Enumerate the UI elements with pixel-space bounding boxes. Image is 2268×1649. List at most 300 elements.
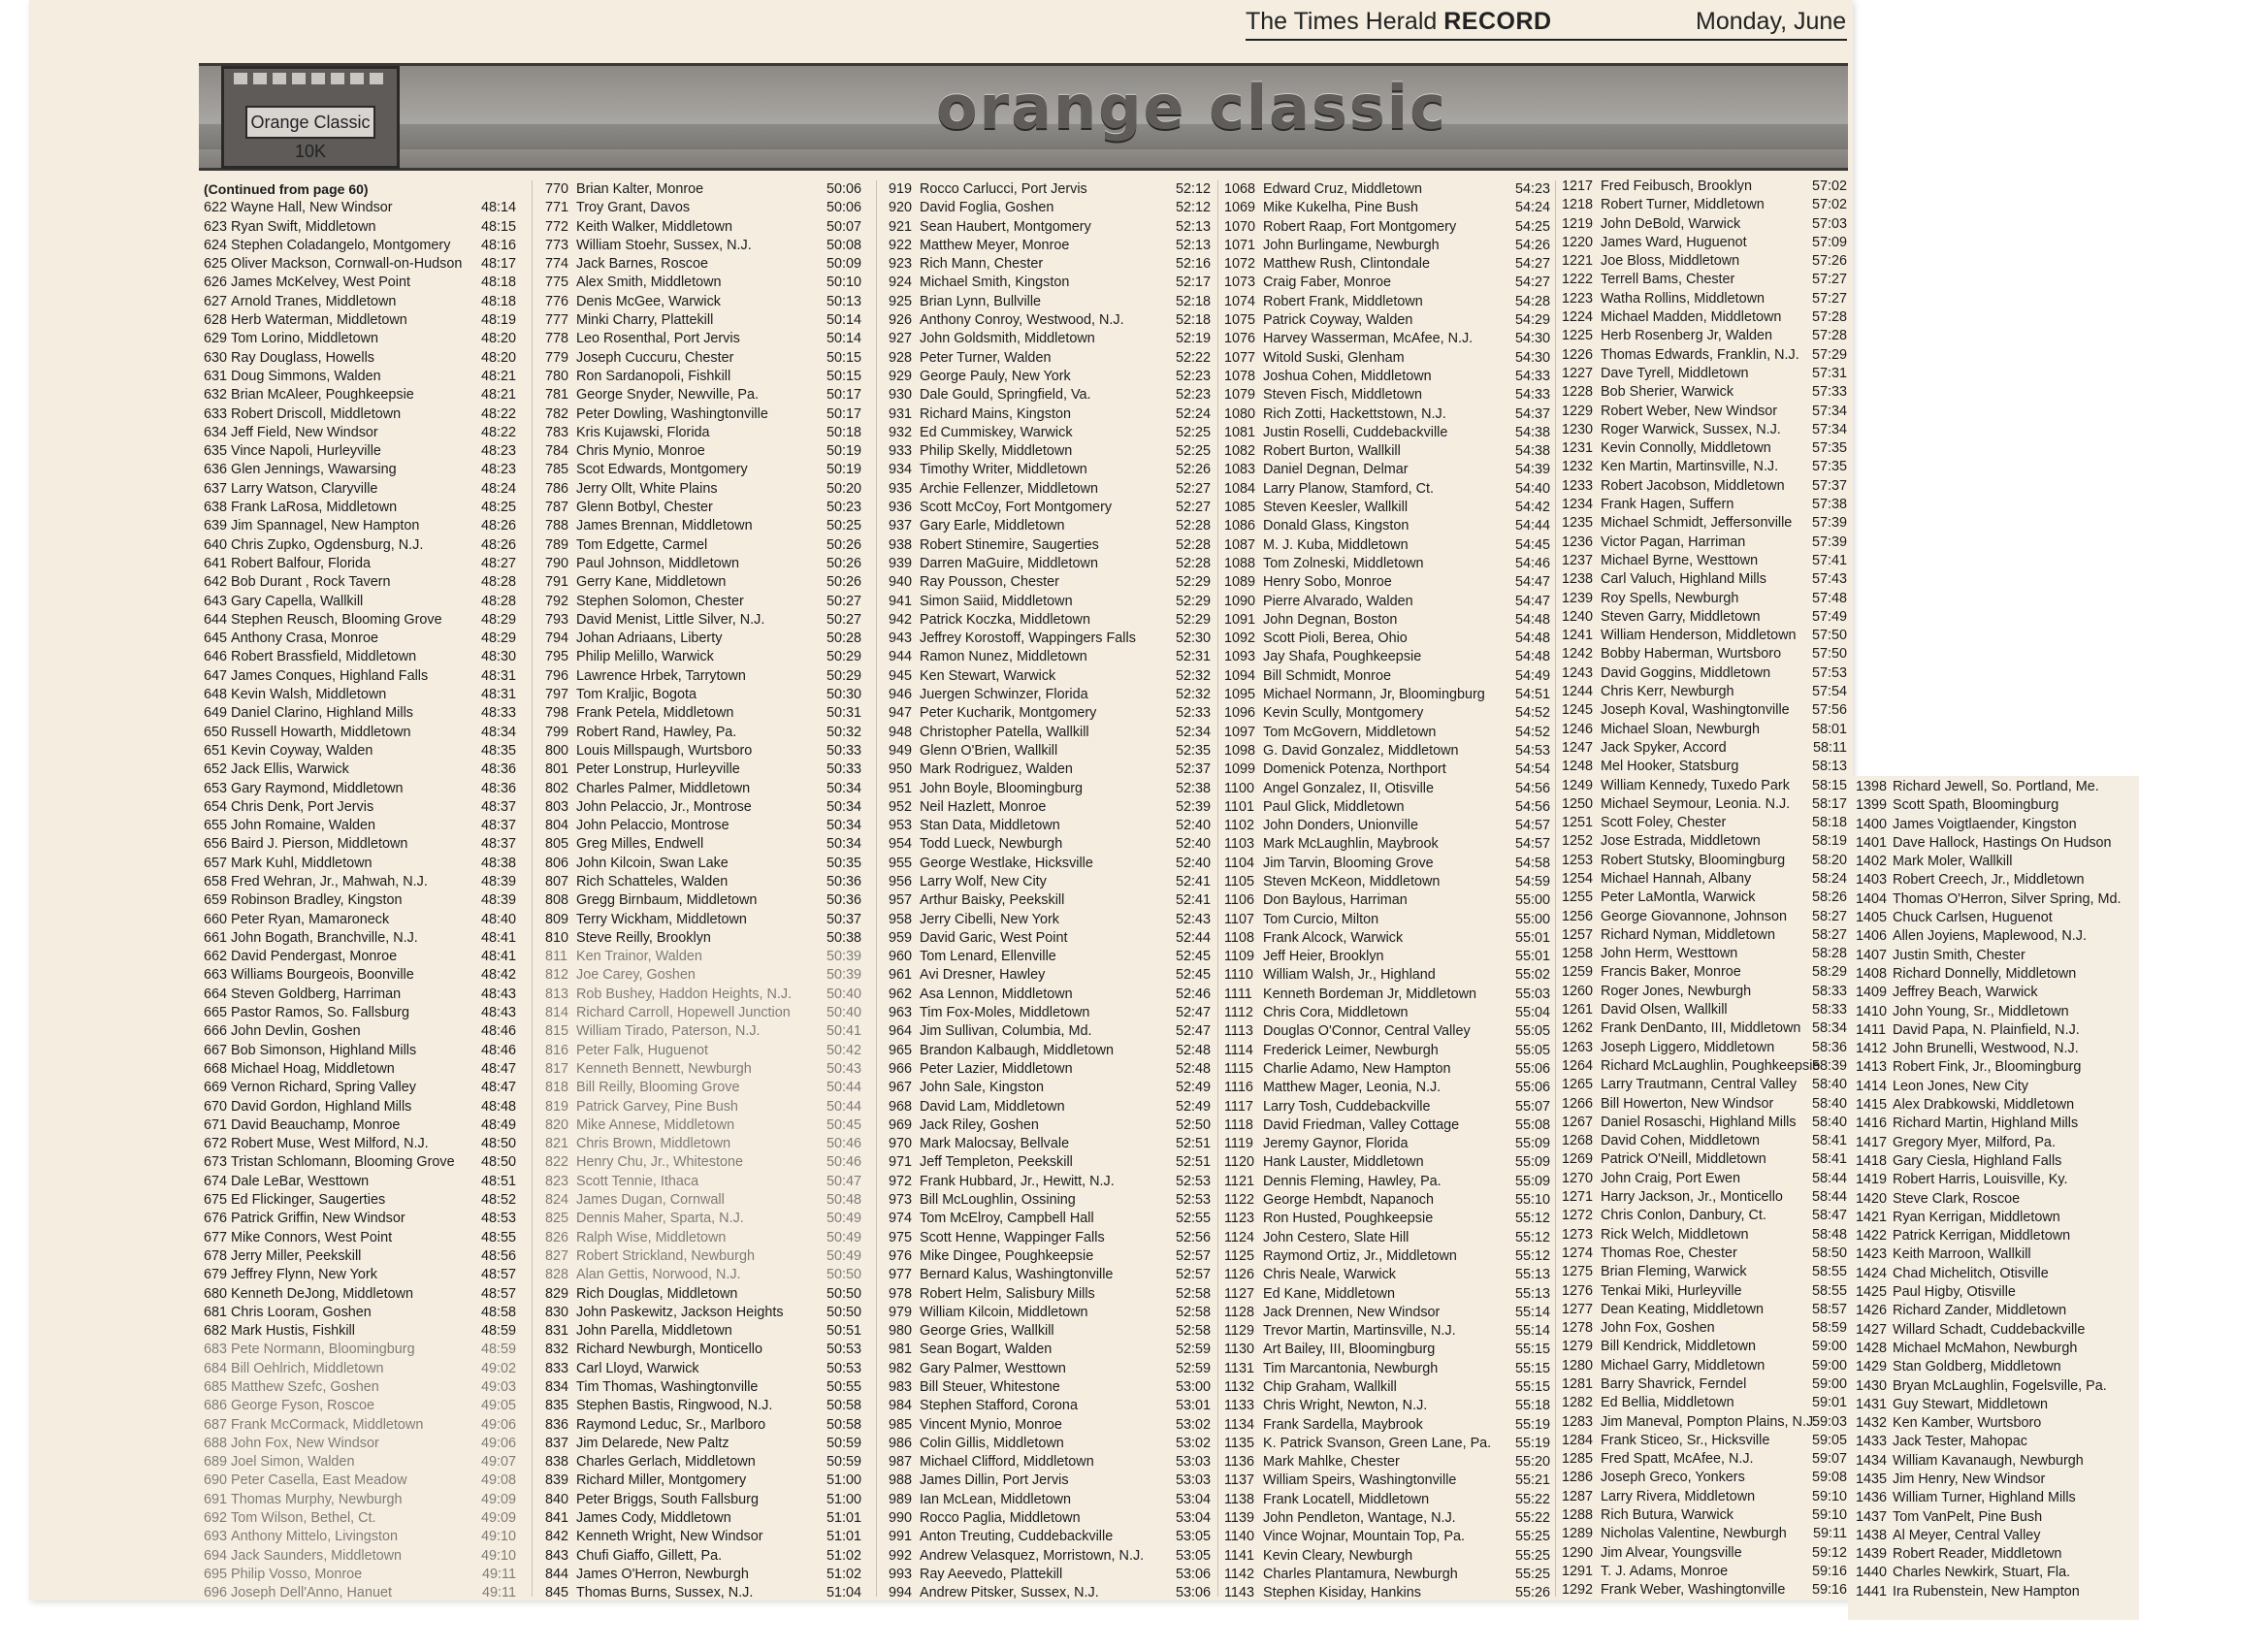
runner-name: Robert Fink, Jr., Bloomingburg	[1893, 1059, 2082, 1076]
table-row	[545, 1042, 861, 1060]
runner-name: Kevin Walsh, Middletown	[231, 687, 387, 703]
runner-name: Mark Moler, Wallkill	[1893, 854, 2013, 870]
table-row	[545, 555, 861, 573]
finish-place: 1102	[1224, 818, 1254, 834]
runner-name: John Donders, Unionville	[1263, 818, 1418, 834]
table-row	[1224, 1471, 1550, 1490]
finish-place: 693	[204, 1529, 228, 1545]
runner-name: James Voigtlaender, Kingston	[1893, 816, 2077, 832]
runner-name: Scott Henne, Wappinger Falls	[920, 1229, 1105, 1245]
table-row	[1562, 178, 1847, 196]
finish-time: 50:07	[826, 218, 861, 235]
runner-name: David Gordon, Highland Mills	[231, 1098, 412, 1115]
finish-time: 53:06	[1175, 1585, 1211, 1601]
runner-name: Steven McKeon, Middletown	[1263, 873, 1441, 889]
table-row	[889, 311, 1211, 330]
table-row	[889, 1135, 1211, 1153]
table-row	[1562, 1563, 1847, 1581]
table-row	[1562, 477, 1847, 496]
finish-time: 50:41	[826, 1023, 861, 1040]
finish-place: 781	[545, 387, 569, 404]
finish-place: 1076	[1224, 331, 1256, 347]
finish-time: 52:23	[1175, 387, 1211, 404]
table-row	[204, 237, 516, 255]
masthead	[1246, 4, 1847, 41]
finish-time: 48:30	[480, 649, 516, 665]
table-row	[1224, 593, 1550, 611]
runner-name: Harry Jackson, Jr., Monticello	[1601, 1189, 1783, 1206]
finish-time: 52:48	[1175, 1060, 1211, 1077]
finish-place: 1274	[1562, 1245, 1594, 1261]
finish-place: 1237	[1562, 552, 1594, 568]
runner-name: John Sale, Kingston	[920, 1080, 1045, 1096]
table-row	[204, 368, 516, 386]
table-row	[204, 405, 516, 424]
finish-place: 623	[204, 218, 228, 235]
finish-place: 1398	[1856, 779, 1888, 794]
finish-place: 1242	[1562, 646, 1594, 663]
runner-name: Troy Grant, Davos	[576, 200, 691, 216]
table-row	[204, 1509, 516, 1528]
finish-time: 55:10	[1514, 1192, 1550, 1209]
table-row	[1562, 1488, 1847, 1506]
finish-place: 795	[545, 649, 569, 665]
table-row	[889, 386, 1211, 404]
finish-place: 1258	[1562, 946, 1594, 962]
finish-time: 58:40	[1811, 1077, 1847, 1093]
runner-name: Dave Hallock, Hastings On Hudson	[1893, 834, 2112, 851]
finish-place: 927	[889, 331, 913, 347]
finish-place: 1111	[1224, 986, 1252, 1002]
table-row	[1856, 984, 2142, 1002]
runner-name: Henry Chu, Jr., Whitestone	[576, 1154, 743, 1171]
finish-time: 57:27	[1811, 272, 1847, 288]
table-row	[1562, 1226, 1847, 1245]
table-row	[204, 330, 516, 348]
runner-name: Mark Kuhl, Middletown	[231, 855, 373, 871]
finish-time: 55:02	[1514, 967, 1550, 984]
table-row	[545, 330, 861, 348]
finish-time: 52:25	[1175, 424, 1211, 440]
runner-name: Harvey Wasserman, McAfee, N.J.	[1263, 331, 1474, 347]
table-row	[204, 480, 516, 499]
table-row	[204, 742, 516, 760]
runner-name: Jim Spannagel, New Hampton	[231, 518, 420, 534]
runner-name: David Menist, Little Silver, N.J.	[576, 611, 765, 628]
runner-name: Jerry Cibelli, New York	[920, 911, 1059, 927]
runner-name: Gregory Myer, Milford, Pa.	[1893, 1134, 2056, 1150]
finish-time: 57:28	[1811, 309, 1847, 326]
finish-time: 55:20	[1514, 1454, 1550, 1471]
finish-place: 975	[889, 1229, 913, 1245]
finish-time: 52:34	[1175, 724, 1211, 740]
table-row	[1224, 1566, 1550, 1584]
finish-place: 977	[889, 1267, 913, 1283]
runner-name: Gerry Kane, Middletown	[576, 574, 727, 591]
finish-time: 49:03	[480, 1379, 516, 1395]
runner-name: Stephen Kisiday, Hankins	[1263, 1585, 1421, 1601]
runner-name: Tom McGovern, Middletown	[1263, 724, 1437, 740]
runner-name: Patrick O'Neill, Middletown	[1601, 1151, 1766, 1168]
table-row	[204, 1229, 516, 1247]
table-row	[1224, 405, 1550, 424]
finish-place: 1099	[1224, 761, 1256, 778]
finish-time: 57:39	[1811, 515, 1847, 532]
finish-time: 50:13	[826, 293, 861, 309]
finish-place: 1129	[1224, 1323, 1254, 1340]
finish-place: 651	[204, 742, 228, 759]
finish-place: 1255	[1562, 889, 1594, 906]
table-row	[889, 855, 1211, 873]
runner-name: William Henderson, Middletown	[1601, 628, 1797, 644]
finish-time: 50:26	[826, 574, 861, 591]
runner-name: George Gries, Wallkill	[920, 1323, 1054, 1340]
runner-name: George Snyder, Newville, Pa.	[576, 387, 759, 404]
table-row	[1562, 570, 1847, 589]
finish-place: 689	[204, 1454, 228, 1471]
table-row	[204, 760, 516, 779]
table-row	[1224, 891, 1550, 910]
table-row	[1562, 496, 1847, 514]
finish-place: 1287	[1562, 1488, 1594, 1504]
runner-name: Fred Feibusch, Brooklyn	[1601, 178, 1752, 194]
finish-time: 48:20	[480, 331, 516, 347]
table-row	[1562, 983, 1847, 1001]
runner-name: Stan Goldberg, Middletown	[1893, 1359, 2061, 1375]
finish-time: 52:35	[1175, 742, 1211, 759]
finish-place: 1248	[1562, 759, 1594, 775]
runner-name: Scott Pioli, Berea, Ohio	[1263, 630, 1408, 647]
column-divider	[1217, 180, 1218, 1597]
finish-time: 52:23	[1175, 368, 1211, 384]
finish-time: 52:50	[1175, 1116, 1211, 1133]
finish-time: 58:55	[1811, 1264, 1847, 1280]
table-row	[204, 424, 516, 442]
runner-name: Chris Cora, Middletown	[1263, 1005, 1409, 1021]
table-row	[1856, 871, 2142, 889]
finish-place: 1088	[1224, 555, 1256, 571]
table-row	[1562, 1057, 1847, 1076]
finish-place: 649	[204, 705, 228, 722]
finish-place: 1403	[1856, 872, 1888, 889]
finish-place: 951	[889, 780, 913, 796]
runner-name: Richard Mains, Kingston	[920, 405, 1071, 422]
finish-place: 920	[889, 200, 913, 216]
table-row	[1856, 1171, 2142, 1189]
table-row	[889, 1471, 1211, 1490]
table-row	[889, 1079, 1211, 1097]
finish-place: 1126	[1224, 1267, 1254, 1283]
finish-place: 967	[889, 1080, 913, 1096]
finish-place: 1122	[1224, 1192, 1254, 1209]
table-row	[1856, 1489, 2142, 1507]
finish-time: 48:14	[480, 200, 516, 216]
finish-place: 1408	[1856, 965, 1888, 982]
finish-place: 775	[545, 275, 569, 291]
finish-place: 643	[204, 593, 228, 609]
finish-place: 1422	[1856, 1228, 1888, 1245]
table-row	[889, 199, 1211, 217]
runner-name: Bob Sherier, Warwick	[1601, 384, 1734, 401]
finish-time: 51:00	[826, 1491, 861, 1507]
runner-name: Michael Garry, Middletown	[1601, 1357, 1766, 1374]
table-row	[1856, 778, 2142, 796]
finish-place: 773	[545, 237, 569, 253]
runner-name: Frank McCormack, Middletown	[231, 1416, 424, 1433]
finish-time: 52:57	[1175, 1247, 1211, 1264]
finish-place: 666	[204, 1023, 228, 1040]
finish-place: 1436	[1856, 1490, 1888, 1506]
table-row	[889, 1566, 1211, 1584]
finish-place: 1081	[1224, 424, 1256, 440]
finish-place: 818	[545, 1080, 569, 1096]
table-row	[1562, 627, 1847, 645]
runner-name: Chufi Giaffo, Gillett, Pa.	[576, 1547, 723, 1564]
table-row	[1224, 255, 1550, 274]
finish-time: 57:39	[1811, 534, 1847, 550]
finish-place: 834	[545, 1379, 569, 1395]
finish-place: 822	[545, 1154, 569, 1171]
finish-time: 57:49	[1811, 608, 1847, 625]
finish-time: 52:27	[1175, 500, 1211, 516]
runner-name: Oliver Mackson, Cornwall-on-Hudson	[231, 256, 463, 273]
finish-place: 787	[545, 500, 569, 516]
runner-name: Bill Oehlrich, Middletown	[231, 1360, 384, 1376]
runner-name: Brian McAleer, Poughkeepsie	[231, 387, 414, 404]
finish-time: 54:51	[1514, 687, 1550, 703]
finish-place: 791	[545, 574, 569, 591]
table-row	[204, 1022, 516, 1041]
table-row	[889, 405, 1211, 424]
runner-name: Richard Martin, Highland Mills	[1893, 1116, 2079, 1132]
finish-time: 54:45	[1514, 536, 1550, 553]
finish-time: 52:53	[1175, 1192, 1211, 1209]
finish-place: 1103	[1224, 836, 1254, 853]
finish-place: 684	[204, 1360, 228, 1376]
finish-place: 824	[545, 1192, 569, 1209]
finish-place: 691	[204, 1491, 228, 1507]
race-badge: Orange Classic 10K	[245, 106, 375, 139]
runner-name: Rich Schatteles, Walden	[576, 873, 729, 889]
finish-time: 55:25	[1514, 1547, 1550, 1564]
table-row	[1856, 1414, 2142, 1433]
runner-name: Ira Rubenstein, New Hampton	[1893, 1583, 2080, 1600]
runner-name: Brian Fleming, Warwick	[1601, 1264, 1747, 1280]
finish-place: 1141	[1224, 1547, 1254, 1564]
finish-place: 1433	[1856, 1434, 1888, 1450]
finish-time: 55:00	[1514, 892, 1550, 909]
finish-time: 52:59	[1175, 1342, 1211, 1358]
finish-place: 647	[204, 667, 228, 684]
runner-name: Michael McMahon, Newburgh	[1893, 1340, 2078, 1356]
runner-name: Herb Rosenberg Jr, Walden	[1601, 328, 1773, 344]
table-row	[1224, 929, 1550, 948]
finish-place: 641	[204, 555, 228, 571]
table-row	[1856, 909, 2142, 927]
table-row	[204, 986, 516, 1004]
table-row	[889, 1416, 1211, 1435]
finish-place: 812	[545, 967, 569, 984]
runner-name: Chip Graham, Wallkill	[1263, 1379, 1397, 1395]
runner-name: Mike Kukelha, Pine Bush	[1263, 200, 1418, 216]
table-row	[1856, 1358, 2142, 1376]
table-row	[204, 1210, 516, 1228]
finish-time: 53:04	[1175, 1510, 1211, 1527]
runner-name: Daniel Clarino, Highland Mills	[231, 705, 413, 722]
runner-name: Justin Smith, Chester	[1893, 947, 2025, 963]
finish-place: 949	[889, 742, 913, 759]
finish-place: 1265	[1562, 1077, 1594, 1093]
table-row	[204, 461, 516, 479]
table-row	[1562, 1263, 1847, 1281]
table-row	[1224, 1397, 1550, 1415]
section-banner	[199, 63, 1848, 171]
table-row	[1562, 590, 1847, 608]
table-row	[889, 293, 1211, 311]
finish-place: 790	[545, 555, 569, 571]
finish-time: 50:49	[826, 1211, 861, 1227]
table-row	[889, 274, 1211, 292]
finish-time: 57:31	[1811, 365, 1847, 381]
table-row	[889, 1435, 1211, 1453]
finish-place: 1402	[1856, 854, 1888, 870]
finish-place: 1226	[1562, 346, 1594, 363]
finish-place: 660	[204, 911, 228, 927]
table-row	[1224, 966, 1550, 985]
finish-place: 1227	[1562, 365, 1594, 381]
table-row	[1562, 1525, 1847, 1543]
finish-time: 58:50	[1811, 1245, 1847, 1261]
runner-name: Willard Schadt, Cuddebackville	[1893, 1321, 2086, 1338]
runner-name: Vincent Mynio, Monroe	[920, 1416, 1062, 1433]
table-row	[889, 1360, 1211, 1378]
table-row	[1224, 1547, 1550, 1566]
runner-name: Leon Jones, New City	[1893, 1078, 2028, 1094]
runner-name: Joe Carey, Goshen	[576, 967, 696, 984]
finish-place: 1418	[1856, 1152, 1888, 1169]
finish-time: 58:20	[1811, 852, 1847, 868]
table-row	[1856, 834, 2142, 853]
finish-place: 1079	[1224, 387, 1256, 404]
finish-time: 59:07	[1811, 1451, 1847, 1468]
table-row	[545, 966, 861, 985]
table-row	[889, 986, 1211, 1004]
finish-place: 989	[889, 1491, 913, 1507]
finish-place: 1224	[1562, 309, 1594, 326]
finish-time: 52:58	[1175, 1323, 1211, 1340]
finish-place: 1073	[1224, 275, 1256, 291]
finish-time: 50:31	[826, 705, 861, 722]
runner-name: Domenick Potenza, Northport	[1263, 761, 1446, 778]
finish-place: 659	[204, 892, 228, 909]
finish-time: 55:21	[1514, 1472, 1550, 1489]
runner-name: John Boyle, Bloomingburg	[920, 780, 1083, 796]
finish-time: 54:46	[1514, 555, 1550, 571]
table-row	[1224, 1528, 1550, 1546]
table-row	[204, 1116, 516, 1135]
finish-time: 48:42	[480, 967, 516, 984]
runner-name: Michael Seymour, Leonia. N.J.	[1601, 795, 1791, 812]
finish-place: 654	[204, 798, 228, 815]
finish-time: 52:47	[1175, 1023, 1211, 1040]
runner-name: Richard Nyman, Middletown	[1601, 926, 1775, 943]
table-row	[545, 1322, 861, 1341]
finish-place: 979	[889, 1304, 913, 1320]
finish-time: 52:58	[1175, 1285, 1211, 1302]
finish-place: 1269	[1562, 1151, 1594, 1168]
runner-name: Robert Brassfield, Middletown	[231, 649, 417, 665]
finish-time: 48:16	[480, 237, 516, 253]
runner-name: Jim Tarvin, Blooming Grove	[1263, 855, 1434, 871]
runner-name: Terry Wickham, Middletown	[576, 911, 747, 927]
table-row	[545, 311, 861, 330]
finish-time: 57:48	[1811, 590, 1847, 606]
finish-place: 1116	[1224, 1080, 1253, 1096]
finish-time: 48:21	[480, 368, 516, 384]
finish-place: 1104	[1224, 855, 1254, 871]
table-row	[1856, 1340, 2142, 1358]
runner-name: Stephen Reusch, Blooming Grove	[231, 611, 442, 628]
finish-place: 1401	[1856, 834, 1888, 851]
finish-place: 634	[204, 424, 228, 440]
finish-time: 48:36	[480, 761, 516, 778]
runner-name: Scot Edwards, Montgomery	[576, 462, 748, 478]
table-row	[889, 593, 1211, 611]
runner-name: Chris Looram, Goshen	[231, 1304, 372, 1320]
finish-place: 1415	[1856, 1097, 1888, 1114]
runner-name: Jerry Miller, Peekskill	[231, 1247, 362, 1264]
finish-time: 52:45	[1175, 967, 1211, 984]
finish-place: 840	[545, 1491, 569, 1507]
runner-name: Frank Alcock, Warwick	[1263, 929, 1404, 946]
table-row	[889, 1528, 1211, 1546]
runner-name: Dennis Fleming, Hawley, Pa.	[1263, 1173, 1442, 1189]
finish-place: 958	[889, 911, 913, 927]
finish-time: 54:48	[1514, 649, 1550, 665]
table-row	[545, 1584, 861, 1602]
table-row	[889, 1191, 1211, 1210]
runner-name: Michael Hoag, Middletown	[231, 1060, 395, 1077]
finish-place: 1266	[1562, 1095, 1594, 1112]
finish-time: 57:37	[1811, 477, 1847, 494]
table-row	[1224, 1378, 1550, 1397]
table-row	[1224, 368, 1550, 386]
table-row	[1562, 1095, 1847, 1114]
finish-time: 50:17	[826, 405, 861, 422]
table-row	[889, 630, 1211, 648]
runner-name: Brandon Kalbaugh, Middletown	[920, 1042, 1115, 1058]
finish-time: 54:37	[1514, 405, 1550, 422]
runner-name: Kenneth Bennett, Newburgh	[576, 1060, 752, 1077]
table-row	[889, 966, 1211, 985]
finish-time: 55:15	[1514, 1360, 1550, 1376]
runner-name: William Kavanaugh, Newburgh	[1893, 1452, 2084, 1469]
finish-place: 1246	[1562, 721, 1594, 737]
table-row	[545, 1116, 861, 1135]
finish-time: 50:27	[826, 593, 861, 609]
finish-place: 1080	[1224, 405, 1256, 422]
finish-time: 48:26	[480, 518, 516, 534]
finish-time: 58:36	[1811, 1039, 1847, 1055]
table-row	[889, 611, 1211, 630]
finish-time: 50:26	[826, 555, 861, 571]
runner-name: George Hembdt, Napanoch	[1263, 1192, 1434, 1209]
runner-name: Raymond Leduc, Sr., Marlboro	[576, 1416, 766, 1433]
runner-name: Robinson Bradley, Kingston	[231, 892, 403, 909]
finish-place: 1068	[1224, 181, 1256, 197]
finish-place: 1425	[1856, 1284, 1888, 1301]
table-row	[889, 873, 1211, 891]
